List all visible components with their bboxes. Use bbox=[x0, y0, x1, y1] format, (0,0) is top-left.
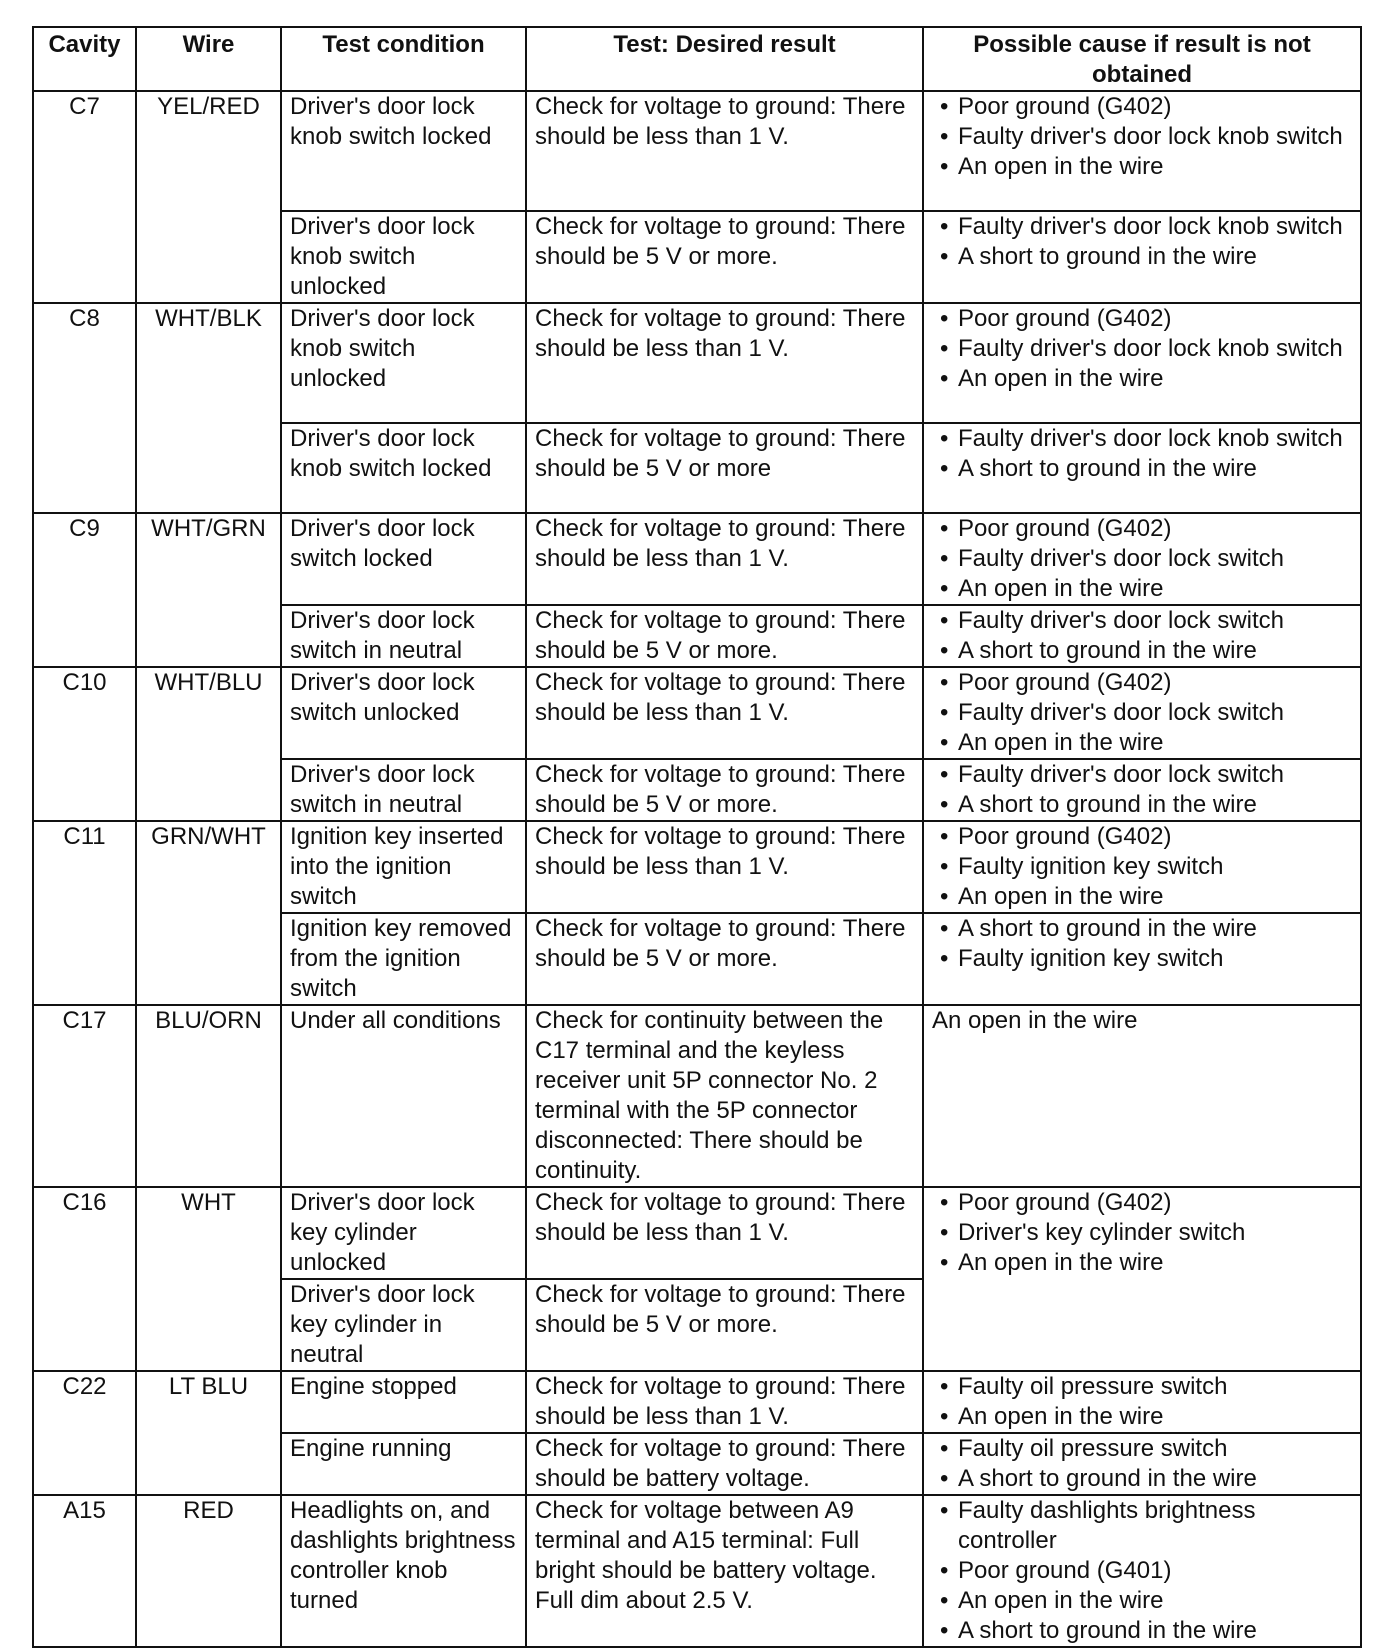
condition-cell: Headlights on, and dashlights brightness controller knob turned bbox=[281, 1495, 526, 1647]
cause-item: • Poor ground (G402) bbox=[932, 822, 1352, 852]
cause-item: • A short to ground in the wire bbox=[932, 790, 1352, 820]
cause-item: • An open in the wire bbox=[932, 728, 1352, 758]
cause-item: • Faulty driver's door lock switch bbox=[932, 606, 1352, 636]
condition-cell: Driver's door lock knob switch locked bbox=[281, 91, 526, 211]
header-wire: Wire bbox=[136, 27, 281, 91]
cause-cell bbox=[923, 605, 1361, 667]
condition-cell: Engine running bbox=[281, 1433, 526, 1495]
table-row bbox=[33, 1495, 1361, 1647]
wire-cell: YEL/RED bbox=[136, 91, 281, 303]
table-row bbox=[33, 513, 1361, 605]
cause-cell: An open in the wire bbox=[923, 1005, 1361, 1187]
cavity-cell: C10 bbox=[33, 667, 136, 821]
header-cavity: Cavity bbox=[33, 27, 136, 91]
cause-item: • A short to ground in the wire bbox=[932, 1616, 1352, 1646]
cavity-cell: C17 bbox=[33, 1005, 136, 1187]
wire-cell: WHT/GRN bbox=[136, 513, 281, 667]
header-test-condition: Test condition bbox=[281, 27, 526, 91]
cause-item: • Faulty ignition key switch bbox=[932, 944, 1352, 974]
condition-cell: Driver's door lock switch unlocked bbox=[281, 667, 526, 759]
result-cell: Check for voltage to ground: There should be 5 V or more. bbox=[526, 211, 923, 303]
cause-item: • An open in the wire bbox=[932, 1586, 1352, 1616]
table-row bbox=[33, 1371, 1361, 1433]
result-cell: Check for voltage to ground: There should be 5 V or more bbox=[526, 423, 923, 513]
result-cell: Check for voltage to ground: There should be 5 V or more. bbox=[526, 1279, 923, 1371]
cause-item: • Faulty driver's door lock knob switch bbox=[932, 122, 1352, 152]
cause-cell bbox=[923, 759, 1361, 821]
result-cell: Check for voltage to ground: There should be 5 V or more. bbox=[526, 605, 923, 667]
wire-cell: WHT bbox=[136, 1187, 281, 1371]
cavity-cell: C22 bbox=[33, 1371, 136, 1495]
cause-item: • Faulty oil pressure switch bbox=[932, 1372, 1352, 1402]
cause-item: • Faulty driver's door lock switch bbox=[932, 760, 1352, 790]
cause-item: • Faulty driver's door lock knob switch bbox=[932, 334, 1352, 364]
wire-cell: BLU/ORN bbox=[136, 1005, 281, 1187]
table-row bbox=[33, 1187, 1361, 1279]
cause-item: • A short to ground in the wire bbox=[932, 1464, 1352, 1494]
cause-item: • An open in the wire bbox=[932, 1248, 1352, 1278]
result-cell: Check for voltage to ground: There should be less than 1 V. bbox=[526, 303, 923, 423]
result-cell: Check for continuity between the C17 terminal and the keyless receiver unit 5P connector No. 2 terminal with the 5P connector disconnected: There should be continuity. bbox=[526, 1005, 923, 1187]
condition-cell: Driver's door lock knob switch unlocked bbox=[281, 211, 526, 303]
cause-item: • Driver's key cylinder switch bbox=[932, 1218, 1352, 1248]
result-cell: Check for voltage to ground: There should be 5 V or more. bbox=[526, 913, 923, 1005]
cavity-cell: C7 bbox=[33, 91, 136, 303]
cause-cell bbox=[923, 513, 1361, 605]
condition-cell: Driver's door lock knob switch unlocked bbox=[281, 303, 526, 423]
condition-cell: Engine stopped bbox=[281, 1371, 526, 1433]
cause-item: • Poor ground (G402) bbox=[932, 92, 1352, 122]
cause-item: • Poor ground (G402) bbox=[932, 304, 1352, 334]
table-row bbox=[33, 667, 1361, 759]
header-desired-result: Test: Desired result bbox=[526, 27, 923, 91]
result-cell: Check for voltage to ground: There should be less than 1 V. bbox=[526, 821, 923, 913]
cause-item: • An open in the wire bbox=[932, 574, 1352, 604]
cause-item: • An open in the wire bbox=[932, 364, 1352, 394]
result-cell: Check for voltage to ground: There should be less than 1 V. bbox=[526, 1187, 923, 1279]
cause-item: • Poor ground (G401) bbox=[932, 1556, 1352, 1586]
cause-cell bbox=[923, 211, 1361, 303]
wire-cell: WHT/BLU bbox=[136, 667, 281, 821]
header-row bbox=[33, 27, 1361, 91]
cause-cell bbox=[923, 1495, 1361, 1647]
cause-item: • Poor ground (G402) bbox=[932, 1188, 1352, 1218]
result-cell: Check for voltage between A9 terminal and A15 terminal: Full bright should be battery voltage. Full dim about 2.5 V. bbox=[526, 1495, 923, 1647]
cause-item: • Faulty oil pressure switch bbox=[932, 1434, 1352, 1464]
condition-cell: Under all conditions bbox=[281, 1005, 526, 1187]
cause-item: • An open in the wire bbox=[932, 152, 1352, 182]
cavity-cell: C8 bbox=[33, 303, 136, 513]
cause-item: • Faulty driver's door lock switch bbox=[932, 544, 1352, 574]
result-cell: Check for voltage to ground: There should be less than 1 V. bbox=[526, 1371, 923, 1433]
cause-item: • A short to ground in the wire bbox=[932, 914, 1352, 944]
cause-item: • Faulty driver's door lock knob switch bbox=[932, 424, 1352, 454]
header-possible-cause: Possible cause if result is not obtained bbox=[923, 27, 1361, 91]
cavity-cell: A15 bbox=[33, 1495, 136, 1647]
cause-item: • An open in the wire bbox=[932, 1402, 1352, 1432]
cause-cell bbox=[923, 423, 1361, 513]
cause-cell bbox=[923, 91, 1361, 211]
condition-cell: Driver's door lock switch locked bbox=[281, 513, 526, 605]
cause-item: • Poor ground (G402) bbox=[932, 668, 1352, 698]
result-cell: Check for voltage to ground: There should be less than 1 V. bbox=[526, 513, 923, 605]
wire-cell: GRN/WHT bbox=[136, 821, 281, 1005]
cause-cell bbox=[923, 1371, 1361, 1433]
condition-cell: Driver's door lock knob switch locked bbox=[281, 423, 526, 513]
condition-cell: Driver's door lock key cylinder in neutral bbox=[281, 1279, 526, 1371]
cavity-cell: C9 bbox=[33, 513, 136, 667]
cause-item: • Faulty driver's door lock switch bbox=[932, 698, 1352, 728]
wire-cell: WHT/BLK bbox=[136, 303, 281, 513]
condition-cell: Driver's door lock switch in neutral bbox=[281, 759, 526, 821]
cause-cell bbox=[923, 1433, 1361, 1495]
wire-cell: LT BLU bbox=[136, 1371, 281, 1495]
cause-item: • Faulty dashlights brightness controller bbox=[932, 1496, 1352, 1556]
table-row bbox=[33, 1005, 1361, 1187]
result-cell: Check for voltage to ground: There should be less than 1 V. bbox=[526, 91, 923, 211]
cause-item: • A short to ground in the wire bbox=[932, 454, 1352, 484]
cause-item: • A short to ground in the wire bbox=[932, 242, 1352, 272]
result-cell: Check for voltage to ground: There should be 5 V or more. bbox=[526, 759, 923, 821]
cause-cell bbox=[923, 821, 1361, 913]
table-row bbox=[33, 303, 1361, 423]
cause-cell bbox=[923, 1187, 1361, 1371]
cause-item: • Poor ground (G402) bbox=[932, 514, 1352, 544]
table-row bbox=[33, 91, 1361, 211]
condition-cell: Ignition key inserted into the ignition switch bbox=[281, 821, 526, 913]
cavity-cell: C16 bbox=[33, 1187, 136, 1371]
cause-cell bbox=[923, 913, 1361, 1005]
cavity-cell: C11 bbox=[33, 821, 136, 1005]
cause-item: • Faulty ignition key switch bbox=[932, 852, 1352, 882]
cause-item: • A short to ground in the wire bbox=[932, 636, 1352, 666]
cause-cell bbox=[923, 303, 1361, 423]
condition-cell: Driver's door lock switch in neutral bbox=[281, 605, 526, 667]
condition-cell: Driver's door lock key cylinder unlocked bbox=[281, 1187, 526, 1279]
wire-cell: RED bbox=[136, 1495, 281, 1647]
cause-item: • Faulty driver's door lock knob switch bbox=[932, 212, 1352, 242]
cause-item: • An open in the wire bbox=[932, 882, 1352, 912]
result-cell: Check for voltage to ground: There should be less than 1 V. bbox=[526, 667, 923, 759]
cause-cell bbox=[923, 667, 1361, 759]
result-cell: Check for voltage to ground: There should be battery voltage. bbox=[526, 1433, 923, 1495]
wire-test-table bbox=[32, 26, 1362, 1648]
condition-cell: Ignition key removed from the ignition switch bbox=[281, 913, 526, 1005]
table-row bbox=[33, 821, 1361, 913]
